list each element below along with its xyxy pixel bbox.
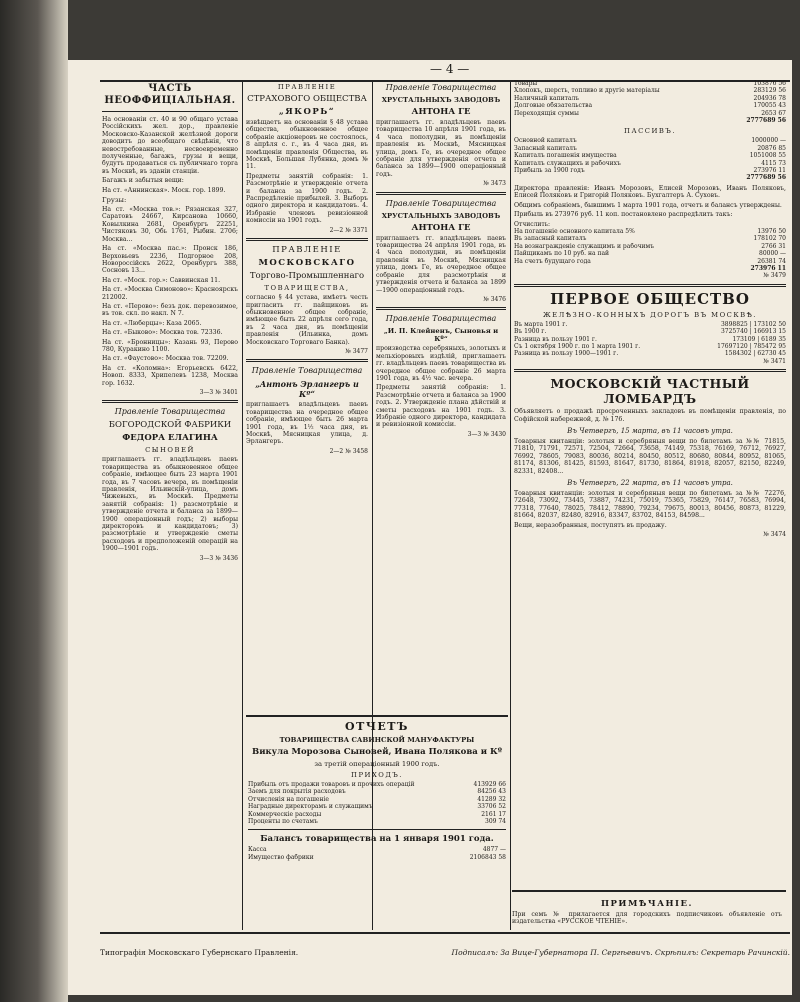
notice-code: 3—3 № 3436 [199,554,238,562]
signatures: Подписалъ: За Вице-Губернатора П. Сергѣевичъ. Скрѣпилъ: Секретарь Рачинскій. [451,948,790,957]
notice-title: Правленіе Товарищества [251,366,363,376]
notice-code: № 3476 [483,295,506,303]
list-item: На ст. «Быково»: Москва тов. 72336. [102,329,223,337]
lombard-list: Товарныя квитанціи: золотыя и серебряныя вещи по билетамъ за №№ 71815, 71810, 71791, 72571, 72504, 72664, 73658, 74149, 75318, 76169, 76712, 76927, 76992, 78605, 79083, 80036, 80214, 80450, 80512, 80680, 80844, 80952, 81065, 81174, 81306, 81425, 81593, 81647, 81730, 81864, 81918, 82057, 82150, 82249, 82331, 82408... [514,438,786,475]
table-row: Капиталъ погашенія имущества 1051008 55 [514,152,786,160]
report-subtitle: за третій операціонный 1900 годъ. [314,760,440,768]
balance-title: Балансъ товарищества на 1 января 1901 года. [260,834,494,845]
item-code: 3—3 № 3401 [199,389,238,396]
table-row: Заемъ для покрытія расходовъ 84256 43 [248,788,506,796]
notice-title: Правленіе Товарищества [385,198,497,208]
notice-code: 2—2 № 3371 [329,226,368,234]
table-row: 2777689 56 [746,117,786,125]
intro-paragraph: На основаніи ст. 40 и 90 общаго устава Россійскихъ жел. дор., правленіе Московско-Казанской желѣзной дороги доводитъ до всеобщаго свѣдѣнія, что невостребованные, несвоевременно полученные, багажъ, грузы и вещи, будутъ продаваться съ публичнаго торга въ Москвѣ, въ зданіи станціи. [102,116,238,175]
table-row: Въ запасный капиталъ 178102 70 [514,235,786,243]
list-item: На ст. «Люберцы»: Каза 2065. [102,319,202,327]
table-row: Прибыль отъ продажи товаровъ и прочихъ операцій 413929 66 [248,781,506,788]
table-row: Долговые обязательства 170055 43 [514,102,786,110]
lombard-list: Товарныя квитанціи: золотыя и серебряныя вещи по билетамъ за №№ 72276, 72648, 73092, 73445, 73887, 74231, 75019, 75365, 75829, 76147, 76583, 76994, 77318, 77640, 78025, 78412, 78890, 79234, 79675, 80013, 80456, 80873, 81229, 81664, 82037, 82480, 82916, 83347, 83702, 84153, 84598... [514,490,786,520]
table-row: На вознагражденіе служащимъ и рабочимъ 2766 31 [514,242,786,250]
notice-title: ПРАВЛЕНІЕ [272,245,342,256]
table-row: Коммерческіе расходы 2161 17 [248,810,506,818]
notice-text: приглашаетъ гг. владѣльцевъ паевъ товарищества 24 апрѣля 1901 года, въ 4 часа пополудни, въ помѣщеніи правленія въ Москвѣ, Мясницкая улица, домъ Ге, въ очередное общее собраніе для разсмотрѣнія и утвержденія отчета и баланса за 1899—1900 операціонный годъ. [376,234,506,294]
table-row: Капиталъ служащихъ и рабочихъ 4115 73 [514,159,786,167]
lombard-bottom: Вещи, неразобранныя, поступятъ въ продажу. [514,521,667,529]
table-row: Запасный капиталъ 20876 85 [514,144,786,152]
table-row: Основной капиталъ 1000000 — [514,137,786,145]
table-row: На погашеніе основного капитала 5% 13976 50 [514,227,786,235]
list-item: На ст. «Москва пас.»: Пронск 186, Верховьевъ 2236, Подгорное 208, Новороссійскъ 2622, Оренбургъ 388, Сосновъ 13... [102,245,238,275]
list-item: На ст. «Коломна»: Егорьевскъ 6422, Новоп. 8333, Хрипелевъ 1238, Москва гор. 1632. [102,364,238,387]
table-row: Съ 1 октября 1900 г. по 1 марта 1901 г. 17697120 | 785472 95 [514,342,786,350]
page-footer [100,948,790,957]
notice-title: АНТОНА ГЕ [411,222,471,233]
report-subtitle: ТОВАРИЩЕСТВА САВИНСКОЙ МАНУФАКТУРЫ [279,736,475,744]
lombard-date: Въ Четвергъ, 22 марта, въ 11 часовъ утра. [567,479,733,488]
divider [376,307,506,310]
notice-text: приглашаетъ гг. владѣльцевъ паевъ товарищества въ обыкновенное общее собраніе, имѣющее быть 23 марта 1901 года, въ 7 часовъ вечера, въ помѣщеніи правленія, Ильинскій-улица, домъ Чижевыхъ, въ Москвѣ. Предметы занятій собранія: 1) разсмотрѣніе и утвержденіе отчета и баланса за 1899—1900 операціонный годъ; 2) выборы директоровъ и кандидатовъ; 3) разсмотрѣніе и утвержденіе сметы расходовъ и предположеній операцій на 1900—1901 годъ. [102,456,238,553]
divider [102,111,238,112]
table-row: Разница въ пользу 1900—1901 г. 1584302 | 62730 45 [514,350,786,358]
notice-text: согласно § 44 устава, имѣетъ честь пригласить гг. пайщиковъ въ обыкновенное общее собраніе, имѣющее быть 22 апрѣля сего года, въ 2 часа дня, въ помѣщеніи правленія (Ильинка, домъ Московскаго Торговаго Банка). [246,294,368,346]
column-divider-1 [242,82,243,930]
list-item: На ст. «Москва тов.»: Рязанская 327, Саратовъ 24667, Кирсанова 10660, Ковылкина 2681, Оренбургъ 22251, Чистяковъ 30, Обь 1761, Рыбин. 2706; Москва... [102,206,238,243]
table-row: 273976 11 [750,264,786,272]
notice-title: ХРУСТАЛЬНЫХЪ ЗАВОДОВЪ [381,96,501,104]
table-row: Хлопокъ, шерсть, топливо и другіе матеріалы 283129 56 [514,87,786,95]
notice-code: 3—3 № 3430 [467,430,506,438]
note-block [512,896,782,926]
horse-title: ПЕРВОЕ ОБЩЕСТВО [550,289,750,308]
note-rule [512,890,786,892]
list-item: Багажъ и забытыя вещи: [102,177,184,185]
notice-text: производства серебряныхъ, золотыхъ и мельхіоровыхъ издѣлій, приглашаетъ гг. владѣльцевъ паевъ товарищества въ очередное общее собраніе 26 марта 1901 года, въ 4½ час. вечера. [376,345,506,382]
divider [246,359,368,362]
notice-title: СЫНОВЕЙ [145,446,195,455]
lombard-date: Въ Четвергъ, 15 марта, въ 11 часовъ утра. [567,427,733,435]
notice-code: № 3477 [345,347,368,355]
page-number: — 4 — [430,62,470,76]
table-row: Имущество фабрики 2106843 58 [248,853,506,861]
notice-code: № 3479 [763,272,786,280]
section-title: ЧАСТЬ НЕОФФИЦІАЛЬНАЯ. [104,83,236,106]
list-item: На ст. «Фаустово»: Москва тов. 72209. [102,355,229,363]
notice-text: приглашаетъ владѣльцевъ паевъ товарищества на очередное общее собраніе, имѣющее быть 26 марта 1901 года, въ 1½ часа дня, въ Москвѣ, Мясницкая улица, д. Эрлангеръ. [246,401,368,446]
list-item: На ст. «Моск. гор.»: Саввинская 11. [102,276,221,284]
lombard-text: Объявляетъ о продажѣ просроченныхъ закладовъ въ помѣщеніи правленія, по Софійской набережной, д. № 176. [514,408,786,423]
divider [102,400,238,403]
notice-text: приглашаетъ гг. владѣльцевъ паевъ товарищества 10 апрѣля 1901 года, въ 4 часа пополудни, въ помѣщеніи правленія въ Москвѣ, Мясницкая улица, домъ Ге, въ очередное общее собраніе для утвержденія отчета и баланса за 1899—1900 операціонный годъ. [376,119,506,178]
notice-title: ПРАВЛЕНІЕ [277,83,337,91]
notice-title: ФЕДОРА ЕЛАГИНА [122,433,218,444]
notice-title: ХРУСТАЛЬНЫХЪ ЗАВОДОВЪ [381,211,501,220]
table-row: Отчисленія на погашеніе 41289 32 [248,795,506,803]
table-row: Прибыль за 1900 годъ 273976 11 [514,167,786,175]
table-row: Проценты по счетамъ 309 74 [248,818,506,826]
notice-title: „И. П. Клейненъ, Сыновья и Кº“ [383,327,499,344]
notice-text: извѣщаетъ на основаніи § 48 устава общества, обыкновенное общее собраніе акціонеровъ не состоялось, 8 апрѣля с. г., въ 4 часа дня, въ помѣщеніи правленія Общества, въ Москвѣ, Большая Лубянка, домъ № 11. [246,119,368,171]
notice-code: № 3473 [483,180,506,188]
notice-title: СТРАХОВОГО ОБЩЕСТВА [247,94,367,104]
list-heading: Грузы: [102,196,127,205]
list-item: На ст. «Бронницы»: Казань 93, Перово 780, Куракино 1100. [102,338,238,353]
notice-code: № 3471 [763,357,786,365]
notice-topics: Предметы занятій собранія: 1. Разсмотрѣніе и утвержденіе отчета и баланса за 1900 годъ. 2. Распредѣленіе прибылей. 3. Выборъ одного директора и кандидатовъ. 4. Избраніе членовъ ревизіонной комиссіи на 1901 годъ. [246,172,368,225]
notice-code: № 3474 [763,531,786,539]
table-row: Отчислить: [514,220,550,228]
table-row: Переходящія суммы 2653 67 [514,109,786,117]
list-item: На ст. «Перово»: безъ док. перевозимое, въ тов. скл. по накл. N 7. [102,302,238,318]
notice-code: 2—2 № 3458 [329,447,368,455]
table-row: Наградные директорамъ и служащимъ 33706 52 [248,803,506,811]
passive-label: ПАССИВЪ. [624,127,676,136]
report-rule [246,715,508,717]
bottom-rule [100,932,790,934]
notice-title: АНТОНА ГЕ [411,107,471,117]
cargo-list [102,177,238,387]
notice-title: Торгово-Промышленнаго [249,271,365,282]
table-row: Въ марта 1901 г. 3898825 | 173102 50 [514,320,786,328]
report-block [248,718,506,928]
column-divider-3 [510,82,511,930]
notice-title: МОСКОВСКАГО [258,258,356,269]
table-row: Разница въ пользу 1901 г. 173109 | 6189 35 [514,335,786,343]
table-row: На счетъ будущаго года 26381 74 [514,257,786,265]
divider [514,284,786,287]
column-4 [514,80,786,885]
printer-imprint: Типографія Московскаго Губернскаго Правленія. [100,948,299,957]
income-label: ПРИХОДЪ. [351,771,403,779]
directors-text: Директора правленія: Иванъ Морозовъ, Елисей Морозовъ, Иванъ Поляковъ, Елисей Поляковъ и Григорій Поляковъ. Бухгалтеръ А. Суховъ. [514,184,786,200]
notice-topics: Предметы занятій собранія: 1. Разсмотрѣніе отчета и баланса за 1900 годъ. 2. Утвержденіе плана дѣйствій и сметы расходовъ на 1901 годъ. 3. Избраніе одного директора, кандидата и ревизіонной комиссіи. [376,384,506,429]
list-item: На ст. «Аннинская». Моск. гор. 1899. [102,186,226,194]
table-row: 2777689 56 [746,174,786,182]
shares-note: Общимъ собраніемъ, бывшимъ 1 марта 1901 года, отчетъ и балансъ утверждены. [514,201,782,209]
table-row: Товары 103876 56 [514,80,786,87]
table-row: Наличный капиталъ 204936 78 [514,94,786,102]
notice-title: Правленіе Товарищества [385,314,497,324]
horse-subtitle: ЖЕЛѢЗНО-КОННЫХЪ ДОРОГЪ ВЪ МОСКВѢ. [543,310,757,319]
binding-gutter [0,0,68,1002]
report-subtitle: Викула Морозова Сыновей, Ивана Полякова и Кº [252,747,502,757]
divider [248,829,506,830]
notice-title: Правленіе Товарищества [385,83,497,92]
notice-title: „ЯКОРЬ“ [278,107,336,117]
list-item: На ст. «Москва Симоново»: Красноярскъ 212002. [102,286,238,301]
table-row: Касса 4877 — [248,846,506,854]
notice-title: БОГОРОДСКОЙ ФАБРИКИ [108,420,232,431]
notice-title: Правленіе Товарищества [114,407,226,417]
notice-title: „Антонъ Эрлангеръ и Кº“ [255,379,359,400]
notice-title: ТОВАРИЩЕСТВА, [264,284,350,293]
note-title: ПРИМѢЧАНІЕ. [601,899,693,909]
report-title: ОТЧЕТЪ [345,720,409,733]
divider [514,369,786,372]
table-row: Пайщикамъ по 10 руб. на пай 80000 — [514,250,786,258]
column-3 [376,80,506,450]
divider [246,238,368,241]
table-row: Въ 1900 г. 3725740 | 166913 15 [514,328,786,336]
note-text: При семъ № прилагается для городскихъ подписчиковъ объявленіе отъ издательства «РУССКОЕ ЧТЕНІЕ». [512,911,782,926]
divider [376,192,506,195]
profit-line: Прибыль въ 273976 руб. 11 коп. постановлено распредѣлить такъ: [514,211,733,219]
lombard-title: МОСКОВСКІЙ ЧАСТНЫЙ ЛОМБАРДЪ [550,376,750,407]
column-1 [102,80,238,910]
